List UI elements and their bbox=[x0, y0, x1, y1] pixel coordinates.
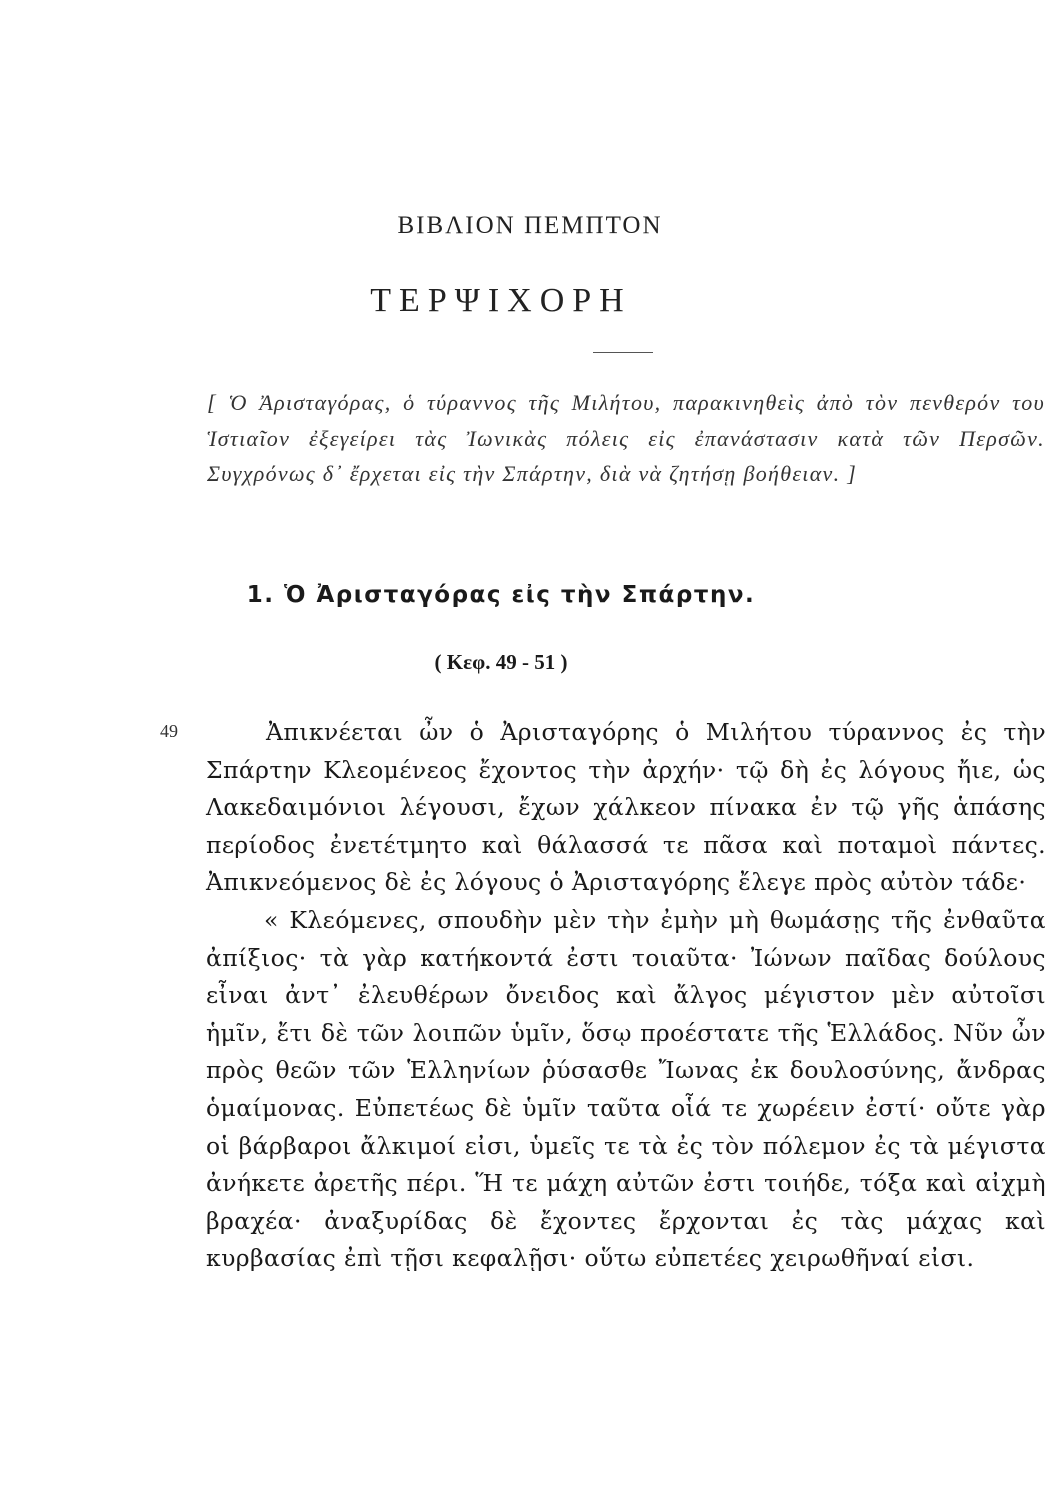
book-title: ΒΙΒΛΙΟΝ ΠΕΜΠΤΟΝ bbox=[397, 212, 663, 239]
paragraph: « Κλεόμενες, σπουδὴν μὲν τὴν ἐμὴν μὴ θωμάσῃς τῆς ἐνθαῦτα ἀπίξιος· τὰ γὰρ κατήκοντά ἐστι τοιαῦτα· Ἰώνων παῖδας δούλους εἶναι ἀντ᾽ ἐλευθέρων ὄνειδος καὶ ἄλγος μέγιστον μὲν αὐτοῖσι ἡμῖν, ἔτι δὲ τῶν λοιπῶν ὑμῖν, ὅσῳ προέστατε τῆς Ἑλλάδος. Νῦν ὦν πρὸς θεῶν τῶν Ἑλληνίων ῥύσασθε Ἴωνας ἐκ δουλοσύνης, ἄνδρας ὁμαίμονας. Εὐπετέως δὲ ὑμῖν ταῦτα οἷά τε χωρέειν ἐστί· οὔτε γὰρ οἱ βάρβαροι ἄλκιμοί εἰσι, ὑμεῖς τε τὰ ἐς τὸν πόλεμον ἐς τὰ μέγιστα ἀνήκετε ἀρετῆς πέρι. Ἥ τε μάχη αὐτῶν ἐστι τοιήδε, τόξα καὶ αἰχμὴ βραχέα· ἀναξυρίδας δὲ ἔχοντες ἔρχονται ἐς τὰς μάχας καὶ κυρβασίας ἐπὶ τῇσι κεφαλῇσι· οὕτω εὐπετέες χειρωθῆναί εἰσι. bbox=[206, 905, 1046, 1273]
muse-title: ΤΕΡΨΙΧΟΡΗ bbox=[370, 282, 632, 319]
chapter-reference: ( Κεφ. 49 - 51 ) bbox=[434, 650, 568, 674]
body-text bbox=[206, 714, 1046, 1278]
margin-chapter-number: 49 bbox=[160, 721, 178, 741]
section-heading: 1. Ὁ Ἀρισταγόρας εἰς τὴν Σπάρτην. bbox=[246, 582, 756, 608]
paragraph: Ἀπικνέεται ὦν ὁ Ἀρισταγόρης ὁ Μιλήτου τύραννος ἐς τὴν Σπάρτην Κλεομένεος ἔχοντος τὴν ἀρχήν· τῷ δὴ ἐς λόγους ἤιε, ὡς Λακεδαιμόνιοι λέγουσι, ἔχων χάλκεον πίνακα ἐν τῷ γῆς ἁπάσης περίοδος ἐνετέτμητο καὶ θάλασσά τε πᾶσα καὶ ποταμοὶ πάντες. Ἀπικνεόμενος δὲ ἐς λόγους ὁ Ἀρισταγόρης ἔλεγε πρὸς αὐτὸν τάδε· bbox=[206, 718, 1046, 897]
book-summary: [ Ὁ Ἀρισταγόρας, ὁ τύραννος τῆς Μιλήτου, παρακινηθεὶς ἀπὸ τὸν πενθερόν του Ἱστιαῖον ἐξεγείρει τὰς Ἰωνικὰς πόλεις εἰς ἐπανάστασιν κατὰ τῶν Περσῶν. Συγχρόνως δ᾽ ἔρχεται εἰς τὴν Σπάρτην, διὰ νὰ ζητήσῃ βοήθειαν. ] bbox=[207, 390, 1045, 486]
title-divider bbox=[593, 352, 653, 353]
